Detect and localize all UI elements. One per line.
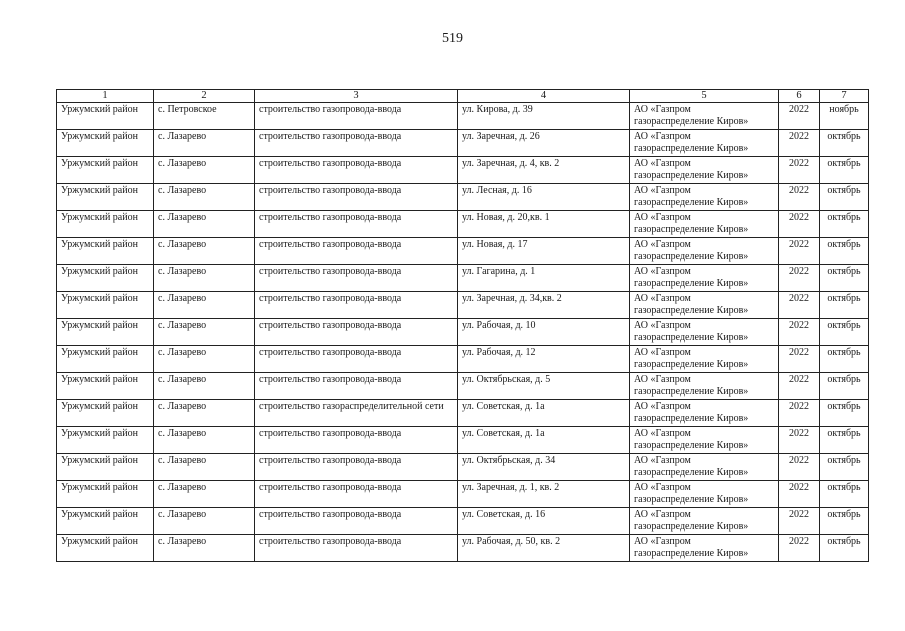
year-cell: 2022 [779,238,820,265]
district-cell: Уржумский район [57,400,154,427]
table-row [57,103,869,130]
organization-cell [630,508,779,535]
organization-line: газораспределение Киров» [634,467,749,478]
district-cell: Уржумский район [57,265,154,292]
table-row [57,346,869,373]
organization-line: газораспределение Киров» [634,278,749,289]
address-cell: ул. Кирова, д. 39 [458,103,630,130]
organization-line: газораспределение Киров» [634,197,749,208]
year-cell: 2022 [779,292,820,319]
settlement-cell: с. Лазарево [154,427,255,454]
organization-line: газораспределение Киров» [634,116,749,127]
organization-cell [630,346,779,373]
work-type-cell: строительство газопровода-ввода [255,319,458,346]
page-number: 519 [442,31,463,46]
organization-line: АО «Газпром [634,185,691,196]
address-cell: ул. Октябрьская, д. 34 [458,454,630,481]
column-header: 3 [255,90,458,103]
settlement-cell: с. Лазарево [154,265,255,292]
settlement-cell: с. Лазарево [154,400,255,427]
table-row [57,184,869,211]
district-cell: Уржумский район [57,535,154,562]
organization-line: газораспределение Киров» [634,521,749,532]
district-cell: Уржумский район [57,292,154,319]
organization-line: АО «Газпром [634,374,691,385]
district-cell: Уржумский район [57,454,154,481]
work-type-cell: строительство газопровода-ввода [255,535,458,562]
month-cell: октябрь [820,265,869,292]
address-cell: ул. Новая, д. 17 [458,238,630,265]
settlement-cell: с. Лазарево [154,292,255,319]
year-cell: 2022 [779,211,820,238]
organization-cell [630,265,779,292]
settlement-cell: с. Лазарево [154,535,255,562]
organization-cell [630,211,779,238]
month-cell: октябрь [820,373,869,400]
organization-line: АО «Газпром [634,266,691,277]
settlement-cell: с. Лазарево [154,508,255,535]
address-cell: ул. Советская, д. 16 [458,508,630,535]
table-row [57,238,869,265]
column-header: 6 [779,90,820,103]
year-cell: 2022 [779,157,820,184]
organization-line: АО «Газпром [634,536,691,547]
table-row [57,373,869,400]
settlement-cell: с. Лазарево [154,481,255,508]
address-cell: ул. Советская, д. 1а [458,427,630,454]
table-row [57,130,869,157]
settlement-cell: с. Лазарево [154,319,255,346]
work-type-cell: строительство газопровода-ввода [255,373,458,400]
organization-line: АО «Газпром [634,455,691,466]
year-cell: 2022 [779,346,820,373]
month-cell: октябрь [820,400,869,427]
settlement-cell: с. Лазарево [154,238,255,265]
month-cell: октябрь [820,292,869,319]
month-cell: ноябрь [820,103,869,130]
year-cell: 2022 [779,481,820,508]
address-cell: ул. Заречная, д. 4, кв. 2 [458,157,630,184]
organization-cell [630,427,779,454]
organization-line: газораспределение Киров» [634,170,749,181]
table-row [57,319,869,346]
work-type-cell: строительство газопровода-ввода [255,103,458,130]
organization-line: АО «Газпром [634,482,691,493]
settlement-cell: с. Лазарево [154,184,255,211]
organization-line: газораспределение Киров» [634,494,749,505]
month-cell: октябрь [820,346,869,373]
organization-line: газораспределение Киров» [634,386,749,397]
work-type-cell: строительство газопровода-ввода [255,238,458,265]
organization-line: газораспределение Киров» [634,440,749,451]
year-cell: 2022 [779,400,820,427]
district-cell: Уржумский район [57,103,154,130]
organization-line: газораспределение Киров» [634,251,749,262]
column-header: 5 [630,90,779,103]
organization-line: АО «Газпром [634,320,691,331]
organization-cell [630,454,779,481]
column-header: 1 [57,90,154,103]
month-cell: октябрь [820,427,869,454]
table-row [57,427,869,454]
work-type-cell: строительство газораспределительной сети [255,400,458,427]
year-cell: 2022 [779,454,820,481]
table-row [57,400,869,427]
settlement-cell: с. Лазарево [154,373,255,400]
organization-cell [630,184,779,211]
organization-line: АО «Газпром [634,131,691,142]
organization-line: газораспределение Киров» [634,332,749,343]
district-cell: Уржумский район [57,130,154,157]
organization-line: АО «Газпром [634,158,691,169]
year-cell: 2022 [779,265,820,292]
settlement-cell: с. Лазарево [154,454,255,481]
month-cell: октябрь [820,454,869,481]
year-cell: 2022 [779,373,820,400]
table-row [57,454,869,481]
organization-line: газораспределение Киров» [634,143,749,154]
month-cell: октябрь [820,481,869,508]
table-row [57,292,869,319]
district-cell: Уржумский район [57,427,154,454]
organization-cell [630,535,779,562]
organization-cell [630,292,779,319]
year-cell: 2022 [779,427,820,454]
district-cell: Уржумский район [57,373,154,400]
organization-cell [630,103,779,130]
settlement-cell: с. Лазарево [154,157,255,184]
month-cell: октябрь [820,238,869,265]
district-cell: Уржумский район [57,211,154,238]
table-row [57,508,869,535]
district-cell: Уржумский район [57,319,154,346]
settlement-cell: с. Лазарево [154,346,255,373]
district-cell: Уржумский район [57,238,154,265]
table-body [57,103,869,562]
district-cell: Уржумский район [57,508,154,535]
district-cell: Уржумский район [57,481,154,508]
organization-line: газораспределение Киров» [634,548,749,559]
address-cell: ул. Лесная, д. 16 [458,184,630,211]
organization-line: АО «Газпром [634,428,691,439]
year-cell: 2022 [779,319,820,346]
year-cell: 2022 [779,508,820,535]
organization-line: газораспределение Киров» [634,413,749,424]
month-cell: октябрь [820,319,869,346]
table-row [57,481,869,508]
organization-line: АО «Газпром [634,347,691,358]
table-row [57,265,869,292]
address-cell: ул. Рабочая, д. 12 [458,346,630,373]
year-cell: 2022 [779,130,820,157]
organization-line: газораспределение Киров» [634,224,749,235]
month-cell: октябрь [820,535,869,562]
month-cell: октябрь [820,211,869,238]
work-type-cell: строительство газопровода-ввода [255,481,458,508]
organization-line: АО «Газпром [634,239,691,250]
work-type-cell: строительство газопровода-ввода [255,427,458,454]
organization-line: АО «Газпром [634,212,691,223]
work-type-cell: строительство газопровода-ввода [255,454,458,481]
organization-cell [630,481,779,508]
work-type-cell: строительство газопровода-ввода [255,292,458,319]
gas-works-table [56,89,869,562]
work-type-cell: строительство газопровода-ввода [255,508,458,535]
district-cell: Уржумский район [57,184,154,211]
organization-cell [630,130,779,157]
organization-line: газораспределение Киров» [634,359,749,370]
address-cell: ул. Заречная, д. 34,кв. 2 [458,292,630,319]
table-row [57,157,869,184]
month-cell: октябрь [820,157,869,184]
organization-line: АО «Газпром [634,104,691,115]
work-type-cell: строительство газопровода-ввода [255,157,458,184]
month-cell: октябрь [820,130,869,157]
column-header: 7 [820,90,869,103]
year-cell: 2022 [779,535,820,562]
work-type-cell: строительство газопровода-ввода [255,184,458,211]
organization-cell [630,373,779,400]
address-cell: ул. Новая, д. 20,кв. 1 [458,211,630,238]
address-cell: ул. Заречная, д. 1, кв. 2 [458,481,630,508]
organization-line: АО «Газпром [634,509,691,520]
column-header: 4 [458,90,630,103]
organization-cell [630,238,779,265]
month-cell: октябрь [820,184,869,211]
address-cell: ул. Октябрьская, д. 5 [458,373,630,400]
table-row [57,211,869,238]
organization-line: газораспределение Киров» [634,305,749,316]
table-row [57,535,869,562]
work-type-cell: строительство газопровода-ввода [255,211,458,238]
address-cell: ул. Советская, д. 1а [458,400,630,427]
address-cell: ул. Рабочая, д. 10 [458,319,630,346]
organization-cell [630,319,779,346]
work-type-cell: строительство газопровода-ввода [255,346,458,373]
address-cell: ул. Рабочая, д. 50, кв. 2 [458,535,630,562]
settlement-cell: с. Лазарево [154,130,255,157]
organization-cell [630,157,779,184]
month-cell: октябрь [820,508,869,535]
settlement-cell: с. Петровское [154,103,255,130]
work-type-cell: строительство газопровода-ввода [255,130,458,157]
organization-line: АО «Газпром [634,401,691,412]
header-row [57,90,869,103]
organization-cell [630,400,779,427]
column-header: 2 [154,90,255,103]
address-cell: ул. Заречная, д. 26 [458,130,630,157]
organization-line: АО «Газпром [634,293,691,304]
work-type-cell: строительство газопровода-ввода [255,265,458,292]
settlement-cell: с. Лазарево [154,211,255,238]
year-cell: 2022 [779,184,820,211]
district-cell: Уржумский район [57,157,154,184]
address-cell: ул. Гагарина, д. 1 [458,265,630,292]
year-cell: 2022 [779,103,820,130]
district-cell: Уржумский район [57,346,154,373]
